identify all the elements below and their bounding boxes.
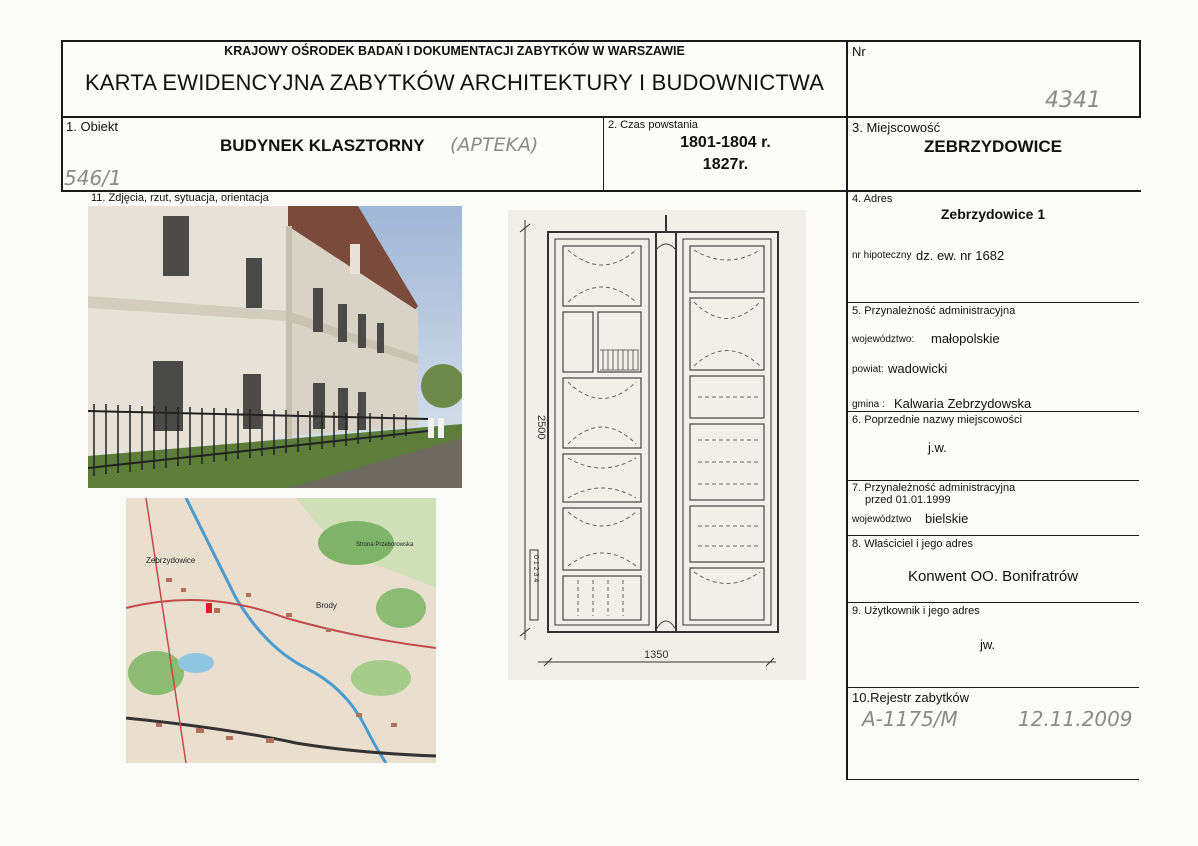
obiekt-code: 546/1 [64,166,122,190]
woj-label: województwo: [852,334,915,345]
hip-value: dz. ew. nr 1682 [916,248,1005,263]
nr-value: 4341 [1045,88,1101,113]
nr-label: Nr [852,44,866,59]
czas-line1: 1801-1804 r. [680,134,771,151]
floor-plan [508,210,806,680]
obiekt-value: BUDYNEK KLASZTORNY [220,136,425,155]
gmina-label: gmina : [852,399,885,410]
adres-label: 4. Adres [852,193,893,205]
wlasciciel-value: Konwent OO. Bonifratrów [907,568,1079,585]
gmina-value: Kalwaria Zebrzydowska [894,396,1032,411]
map-label-town: Zebrzydowice [146,556,196,565]
rejestr-number: A-1175/M [862,707,958,731]
admin-label: 5. Przynależność administracyjna [852,305,1016,317]
adres-value: Zebrzydowice 1 [940,206,1046,222]
institution-header: KRAJOWY OŚRODEK BADAŃ I DOKUMENTACJI ZABYTKÓW W WARSZAWIE [224,44,685,58]
wlasciciel-label: 8. Właściciel i jego adres [852,538,974,550]
map-label-brody: Brody [316,601,337,610]
poprzednie-label: 6. Poprzednie nazwy miejscowości [852,414,1022,426]
miejscowosc-label: 3. Miejscowość [852,120,941,135]
pow-label: powiat: [852,364,884,375]
admin-old-label: 7. Przynależność administracyjna [852,482,1016,494]
uzytkownik-value: jw. [980,637,996,652]
location-map [126,498,436,763]
photos-label: 11. Zdjęcia, rzut, sytuacja, orientacja [91,192,269,204]
miejscowosc-value: ZEBRZYDOWICE [924,137,1062,156]
rejestr-label: 10.Rejestr zabytków [852,690,970,705]
scale-marks: 0 1 2 3 4 [532,555,539,583]
map-label-strona: Strona Przeborowska [356,542,414,548]
obiekt-annotation: (APTEKA) [450,134,539,156]
hip-label: nr hipoteczny [852,250,912,261]
admin-old-label2: przed 01.01.1999 [865,494,951,506]
form-title: KARTA EWIDENCYJNA ZABYTKÓW ARCHITEKTURY I BUDOWNICTWA [84,70,825,95]
obiekt-label: 1. Obiekt [66,119,119,134]
poprzednie-value: j.w. [928,440,947,455]
uzytkownik-label: 9. Użytkownik i jego adres [852,605,980,617]
building-photo [88,206,462,488]
pow-value: wadowicki [888,361,948,376]
dim-horizontal: 1350 [644,649,669,661]
czas-line2: 1827r. [702,156,749,173]
old-woj-label: województwo [852,514,912,525]
woj-value: małopolskie [931,331,1000,346]
czas-label: 2. Czas powstania [608,119,698,131]
rejestr-date: 12.11.2009 [1018,707,1133,731]
dim-vertical: 2500 [535,415,547,440]
old-woj-value: bielskie [925,511,969,526]
